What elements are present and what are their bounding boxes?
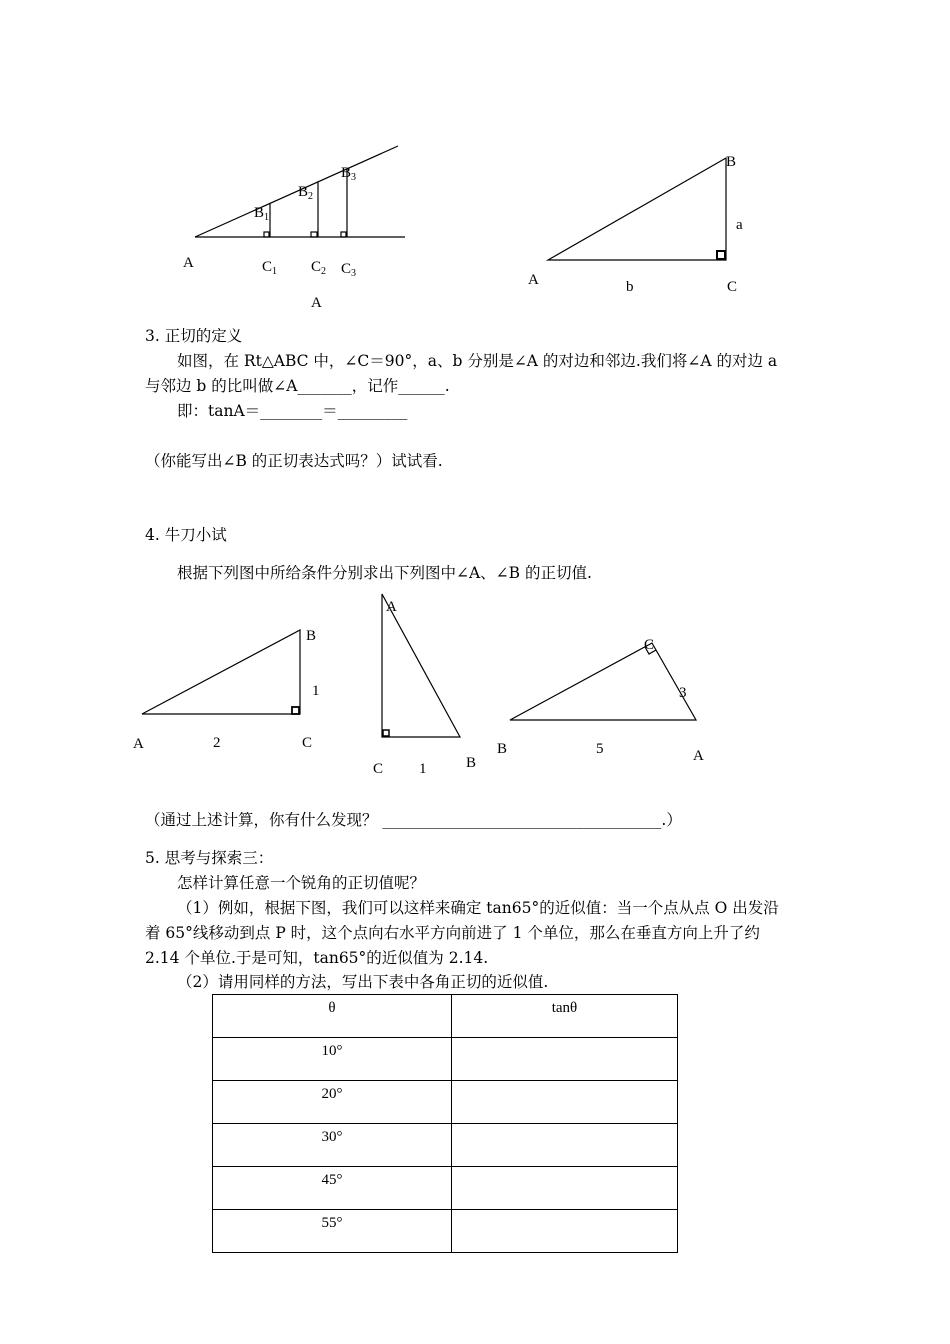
section3-line4: （你能写出∠B 的正切表达式吗？）试试看. — [145, 452, 443, 470]
figure-similar-triangles — [0, 0, 950, 330]
practice-left-label-2: 2 — [213, 735, 221, 751]
practice-middle-label-1: 1 — [419, 761, 427, 777]
label-c3: $C_3$ — [341, 261, 357, 279]
practice-middle-label-b: B — [466, 755, 477, 771]
practice-middle-label-c: C — [373, 761, 384, 777]
angle-cell: 55° — [213, 1210, 452, 1253]
tan-value-cell[interactable] — [452, 1210, 678, 1253]
label-a-below: A — [311, 295, 322, 311]
section5-question: 怎样计算任意一个锐角的正切值呢？ — [177, 874, 426, 892]
ray-line — [195, 146, 398, 237]
practice-left-right-angle — [292, 707, 299, 714]
section5-p2: （2）请用同样的方法，写出下表中各角正切的近似值. — [177, 973, 549, 991]
table-row — [213, 1081, 678, 1124]
angle-cell: 20° — [213, 1081, 452, 1124]
table-header-row — [213, 995, 678, 1038]
section4-instruction: 根据下列图中所给条件分别求出下列图中∠A、∠B 的正切值. — [177, 564, 592, 582]
label-a: A — [183, 255, 194, 271]
practice-right-label-a: A — [693, 748, 704, 764]
section4-discovery: （通过上述计算，你有什么发现？ ____________________________________.） — [145, 811, 682, 829]
section5-p1-line3: 2.14 个单位.于是可知，tan65°的近似值为 2.14. — [145, 949, 489, 967]
angle-cell: 45° — [213, 1167, 452, 1210]
header-tan-theta: tanθ — [452, 995, 678, 1038]
tan-value-cell[interactable] — [452, 1038, 678, 1081]
section4-heading: 4. 牛刀小试 — [145, 526, 227, 544]
fig2-label-b-vertex: B — [726, 154, 737, 170]
right-angle-mark-c1 — [264, 232, 269, 237]
fig2-label-c-vertex: C — [727, 279, 738, 295]
fig2-label-a-vertex: A — [528, 272, 539, 288]
label-b2: $B_2$ — [298, 184, 314, 202]
angle-cell: 10° — [213, 1038, 452, 1081]
figure-practice-triangles — [0, 590, 950, 790]
practice-left-label-1: 1 — [312, 683, 320, 699]
table-row — [213, 1038, 678, 1081]
tangent-table — [212, 994, 678, 1253]
practice-left-label-b: B — [306, 628, 317, 644]
section5-p1-line2: 着 65°线移动到点 P 时，这个点向右水平方向前进了 1 个单位，那么在垂直方向上升了约 — [145, 924, 760, 942]
table-row — [213, 1167, 678, 1210]
label-b3: $B_3$ — [341, 165, 357, 183]
tan-value-cell[interactable] — [452, 1081, 678, 1124]
fig2-label-a-side: a — [736, 217, 743, 233]
right-angle-mark-c2 — [311, 232, 317, 237]
section3-line2: 与邻边 b 的比叫做∠A_______，记作______. — [145, 377, 450, 395]
section3-heading: 3. 正切的定义 — [145, 327, 243, 345]
practice-right-label-5: 5 — [596, 741, 604, 757]
label-c1: $C_1$ — [262, 259, 278, 277]
practice-triangle-left — [142, 630, 300, 714]
practice-left-label-c: C — [302, 735, 313, 751]
section5-heading: 5. 思考与探索三： — [145, 849, 274, 867]
practice-right-label-b: B — [497, 741, 508, 757]
section3-line3: 即：tanA＝________＝_________ — [177, 402, 408, 420]
section5-p1-line1: （1）例如，根据下图，我们可以这样来确定 tan65°的近似值：当一个点从点 O 出发沿 — [177, 899, 779, 917]
table-row — [213, 1210, 678, 1253]
practice-middle-right-angle — [383, 730, 389, 736]
practice-middle-label-a: A — [386, 599, 397, 615]
practice-triangle-right — [510, 643, 696, 720]
tan-value-cell[interactable] — [452, 1124, 678, 1167]
tan-value-cell[interactable] — [452, 1167, 678, 1210]
label-c2: $C_2$ — [311, 259, 327, 277]
right-angle-mark-c3 — [341, 232, 346, 237]
label-b1: $B_1$ — [254, 205, 270, 223]
triangle-abc — [548, 158, 726, 260]
practice-right-label-3: 3 — [679, 685, 687, 701]
angle-cell: 30° — [213, 1124, 452, 1167]
table-row — [213, 1124, 678, 1167]
practice-right-label-c: C — [644, 637, 655, 653]
fig2-label-b-side: b — [626, 279, 634, 295]
header-theta: θ — [213, 995, 452, 1038]
practice-triangle-middle — [382, 594, 460, 737]
right-angle-mark-c — [717, 251, 725, 259]
section3-line1: 如图，在 Rt△ABC 中，∠C＝90°，a、b 分别是∠A 的对边和邻边.我们将∠A 的对边 a — [177, 352, 778, 370]
practice-left-label-a: A — [133, 736, 144, 752]
